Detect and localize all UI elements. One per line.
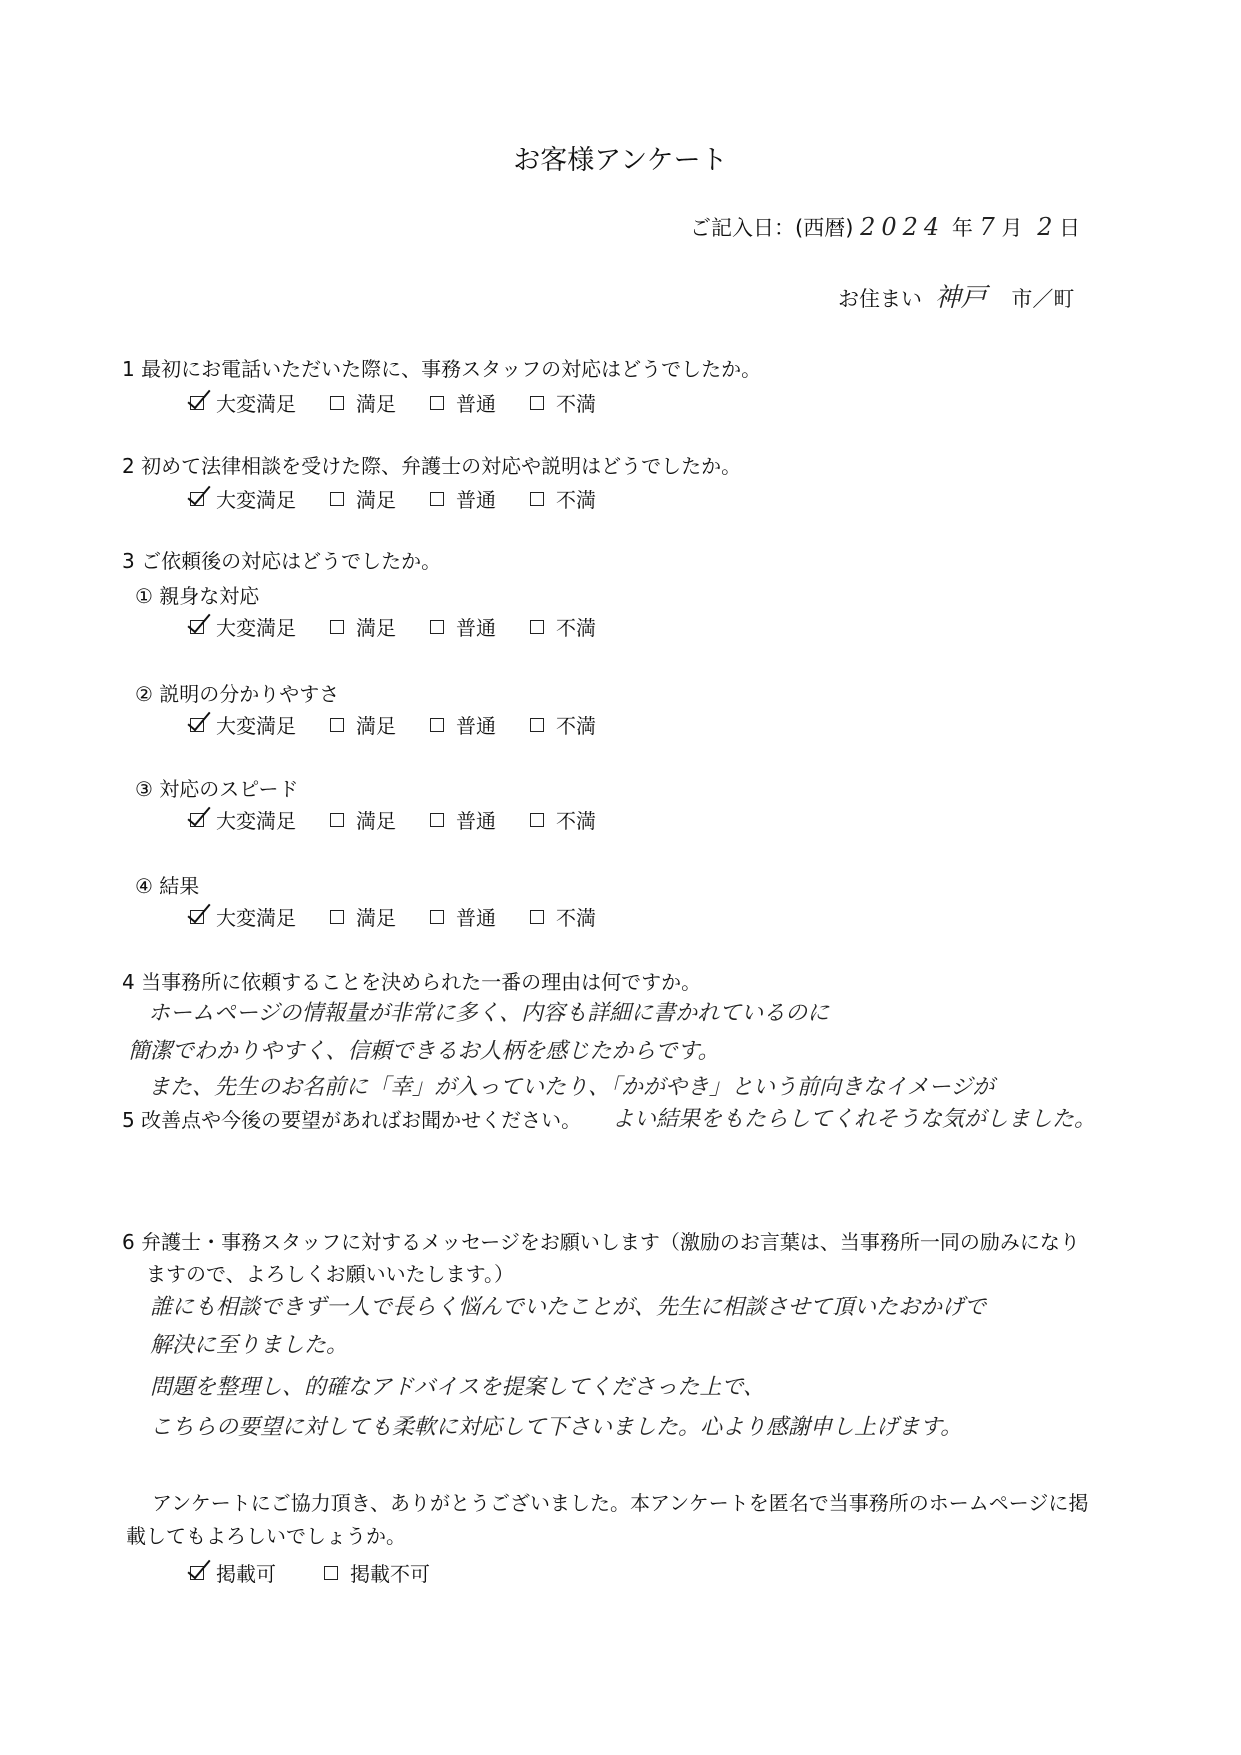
closing-line-2: 載してもよろしいでしょうか。: [126, 1524, 406, 1548]
q2-options: [190, 484, 630, 513]
q3-sub-2-options: [190, 710, 630, 739]
question-5: 5 改善点や今後の要望があればお聞かせください。: [122, 1108, 582, 1132]
date-day: 2: [1037, 213, 1053, 241]
checkbox[interactable]: [430, 718, 444, 732]
option-satisfied[interactable]: 満足: [330, 710, 396, 739]
checkbox[interactable]: [530, 910, 544, 924]
checkbox-checked[interactable]: [190, 910, 204, 924]
residence-label: お住まい: [838, 287, 922, 311]
q3-sub-3-options: [190, 805, 630, 834]
option-very-satisfied[interactable]: 大変満足: [190, 805, 296, 834]
q2-option-very-satisfied[interactable]: 大変満足: [190, 484, 296, 513]
q3-sub-1-label: ① 親身な対応: [135, 584, 260, 608]
checkbox[interactable]: [430, 396, 444, 410]
q2-option-satisfied[interactable]: 満足: [330, 484, 396, 513]
q3-sub-2-label: ② 説明の分かりやすさ: [135, 682, 340, 706]
checkbox-checked[interactable]: [190, 396, 204, 410]
q4-answer-line-4: よい結果をもたらしてくれそうな気がしました。: [612, 1107, 1097, 1132]
question-1: 1 最初にお電話いただいた際に、事務スタッフの対応はどうでしたか。: [122, 357, 762, 381]
date-month: 7: [979, 213, 995, 241]
checkbox[interactable]: [430, 910, 444, 924]
q4-answer-line-3: また、先生のお名前に「幸」が入っていたり、「かがやき」という前向きなイメージが: [148, 1075, 995, 1100]
checkbox[interactable]: [530, 620, 544, 634]
checkbox[interactable]: [330, 910, 344, 924]
q2-option-unsatisfied[interactable]: 不満: [530, 484, 596, 513]
q6-answer-line-2: 解決に至りました。: [150, 1333, 349, 1358]
checkbox[interactable]: [530, 813, 544, 827]
checkbox[interactable]: [330, 396, 344, 410]
option-satisfied[interactable]: 満足: [330, 902, 396, 931]
q3-sub-1-options: [190, 612, 630, 641]
option-very-satisfied[interactable]: 大変満足: [190, 612, 296, 641]
checkbox[interactable]: [530, 492, 544, 506]
q3-sub-4-options: [190, 902, 630, 931]
checkbox[interactable]: [330, 718, 344, 732]
closing-line-1: アンケートにご協力頂き、ありがとうございました。本アンケートを匿名で当事務所のホームページに掲: [152, 1491, 1089, 1515]
option-unsatisfied[interactable]: 不満: [530, 710, 596, 739]
checkbox[interactable]: [430, 492, 444, 506]
q1-option-normal[interactable]: 普通: [430, 388, 496, 417]
checkbox[interactable]: [530, 718, 544, 732]
residence-value: 神戸: [934, 283, 987, 313]
question-6-line-2: ますので、よろしくお願いいたします。）: [146, 1262, 514, 1286]
option-satisfied[interactable]: 満足: [330, 612, 396, 641]
question-2: 2 初めて法律相談を受けた際、弁護士の対応や説明はどうでしたか。: [122, 454, 742, 478]
q6-answer-line-1: 誰にも相談できず一人で長らく悩んでいたことが、先生に相談させて頂いたおかげで: [150, 1295, 987, 1320]
option-very-satisfied[interactable]: 大変満足: [190, 902, 296, 931]
q1-option-very-satisfied[interactable]: 大変満足: [190, 388, 296, 417]
q2-option-normal[interactable]: 普通: [430, 484, 496, 513]
date-month-unit: 月: [1001, 216, 1023, 240]
entry-date: [690, 212, 1080, 242]
q1-option-unsatisfied[interactable]: 不満: [530, 388, 596, 417]
q3-sub-3-label: ③ 対応のスピード: [135, 777, 299, 801]
q4-answer-line-2: 簡潔でわかりやすく、信頼できるお人柄を感じたからです。: [128, 1039, 720, 1064]
date-label: ご記入日：(西暦): [690, 216, 854, 240]
option-unsatisfied[interactable]: 不満: [530, 612, 596, 641]
option-unsatisfied[interactable]: 不満: [530, 805, 596, 834]
checkbox[interactable]: [530, 396, 544, 410]
q3-sub-4-label: ④ 結果: [135, 874, 200, 898]
date-year: 2024: [860, 213, 946, 241]
checkbox[interactable]: [330, 492, 344, 506]
question-4: 4 当事務所に依頼することを決められた一番の理由は何ですか。: [122, 970, 702, 994]
option-normal[interactable]: 普通: [430, 805, 496, 834]
publish-ng-option[interactable]: 掲載不可: [324, 1558, 430, 1587]
q4-answer-line-1: ホームページの情報量が非常に多く、内容も詳細に書かれているのに: [148, 1001, 830, 1026]
q1-options: [190, 388, 630, 417]
option-unsatisfied[interactable]: 不満: [530, 902, 596, 931]
option-normal[interactable]: 普通: [430, 612, 496, 641]
q1-option-satisfied[interactable]: 満足: [330, 388, 396, 417]
residence: [838, 277, 1074, 314]
checkbox[interactable]: [430, 813, 444, 827]
question-3: 3 ご依頼後の対応はどうでしたか。: [122, 549, 442, 573]
option-very-satisfied[interactable]: 大変満足: [190, 710, 296, 739]
question-6-line-1: 6 弁護士・事務スタッフに対するメッセージをお願いします（激励のお言葉は、当事務所一同の励みになり: [122, 1230, 1080, 1254]
option-satisfied[interactable]: 満足: [330, 805, 396, 834]
q6-answer-line-3: 問題を整理し、的確なアドバイスを提案してくださった上で、: [150, 1375, 765, 1400]
publish-options: [190, 1558, 464, 1587]
checkbox-checked[interactable]: [190, 813, 204, 827]
checkbox-checked[interactable]: [190, 492, 204, 506]
option-normal[interactable]: 普通: [430, 902, 496, 931]
date-day-unit: 日: [1059, 216, 1081, 240]
checkbox[interactable]: [430, 620, 444, 634]
publish-ok-option[interactable]: 掲載可: [190, 1558, 276, 1587]
checkbox[interactable]: [330, 813, 344, 827]
checkbox[interactable]: [324, 1566, 338, 1580]
residence-suffix: 市／町: [1011, 287, 1075, 311]
page-title: お客様アンケート: [513, 145, 728, 176]
option-normal[interactable]: 普通: [430, 710, 496, 739]
checkbox[interactable]: [330, 620, 344, 634]
q6-answer-line-4: こちらの要望に対しても柔軟に対応して下さいました。心より感謝申し上げます。: [150, 1415, 963, 1440]
checkbox-checked[interactable]: [190, 718, 204, 732]
checkbox-checked[interactable]: [190, 620, 204, 634]
checkbox-checked[interactable]: [190, 1566, 204, 1580]
date-year-unit: 年: [951, 216, 973, 240]
